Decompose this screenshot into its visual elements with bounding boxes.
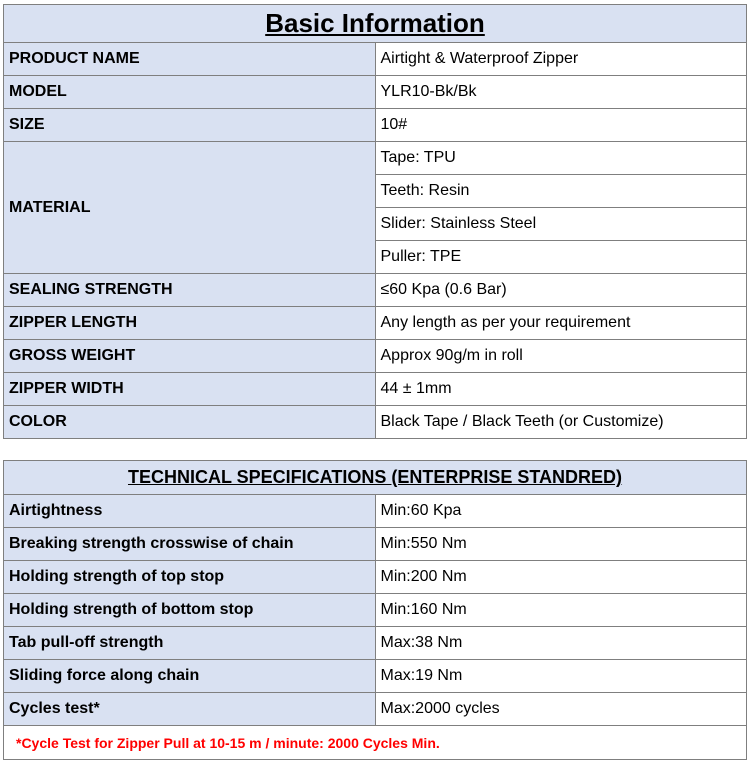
material-label: MATERIAL [4, 142, 376, 274]
gross-weight-value: Approx 90g/m in roll [375, 340, 747, 373]
bottom-stop-strength-label: Holding strength of bottom stop [4, 594, 376, 627]
top-stop-strength-label: Holding strength of top stop [4, 561, 376, 594]
material-slider-value: Slider: Stainless Steel [375, 208, 747, 241]
color-value: Black Tape / Black Teeth (or Customize) [375, 406, 747, 439]
material-teeth-value: Teeth: Resin [375, 175, 747, 208]
technical-specifications-title: TECHNICAL SPECIFICATIONS (ENTERPRISE STANDRED) [4, 461, 747, 495]
table-row [4, 693, 747, 726]
gross-weight-label: GROSS WEIGHT [4, 340, 376, 373]
zipper-width-value: 44 ± 1mm [375, 373, 747, 406]
table-row [4, 274, 747, 307]
table-row [4, 406, 747, 439]
table-row [4, 594, 747, 627]
tab-pull-off-strength-value: Max:38 Nm [375, 627, 747, 660]
zipper-width-label: ZIPPER WIDTH [4, 373, 376, 406]
cycles-test-label: Cycles test* [4, 693, 376, 726]
material-tape-value: Tape: TPU [375, 142, 747, 175]
product-name-label: PRODUCT NAME [4, 43, 376, 76]
table-row [4, 660, 747, 693]
product-name-value: Airtight & Waterproof Zipper [375, 43, 747, 76]
airtightness-label: Airtightness [4, 495, 376, 528]
sealing-strength-value: ≤60 Kpa (0.6 Bar) [375, 274, 747, 307]
tab-pull-off-strength-label: Tab pull-off strength [4, 627, 376, 660]
basic-information-table [3, 4, 747, 439]
sliding-force-value: Max:19 Nm [375, 660, 747, 693]
table-row [4, 495, 747, 528]
table-row [4, 627, 747, 660]
table-note-row [4, 726, 747, 760]
technical-specifications-table [3, 460, 747, 760]
breaking-strength-value: Min:550 Nm [375, 528, 747, 561]
sliding-force-label: Sliding force along chain [4, 660, 376, 693]
top-stop-strength-value: Min:200 Nm [375, 561, 747, 594]
table-row [4, 307, 747, 340]
bottom-stop-strength-value: Min:160 Nm [375, 594, 747, 627]
cycles-test-value: Max:2000 cycles [375, 693, 747, 726]
size-label: SIZE [4, 109, 376, 142]
breaking-strength-label: Breaking strength crosswise of chain [4, 528, 376, 561]
zipper-length-label: ZIPPER LENGTH [4, 307, 376, 340]
color-label: COLOR [4, 406, 376, 439]
table-row [4, 43, 747, 76]
table-title-row [4, 461, 747, 495]
table-row [4, 373, 747, 406]
model-value: YLR10-Bk/Bk [375, 76, 747, 109]
table-row [4, 561, 747, 594]
sealing-strength-label: SEALING STRENGTH [4, 274, 376, 307]
size-value: 10# [375, 109, 747, 142]
zipper-length-value: Any length as per your requirement [375, 307, 747, 340]
material-puller-value: Puller: TPE [375, 241, 747, 274]
table-row [4, 76, 747, 109]
table-row [4, 142, 747, 175]
table-row [4, 340, 747, 373]
basic-information-title: Basic Information [4, 5, 747, 43]
table-row [4, 528, 747, 561]
table-title-row [4, 5, 747, 43]
model-label: MODEL [4, 76, 376, 109]
table-row [4, 109, 747, 142]
airtightness-value: Min:60 Kpa [375, 495, 747, 528]
cycle-test-footnote: *Cycle Test for Zipper Pull at 10-15 m / minute: 2000 Cycles Min. [4, 726, 747, 760]
